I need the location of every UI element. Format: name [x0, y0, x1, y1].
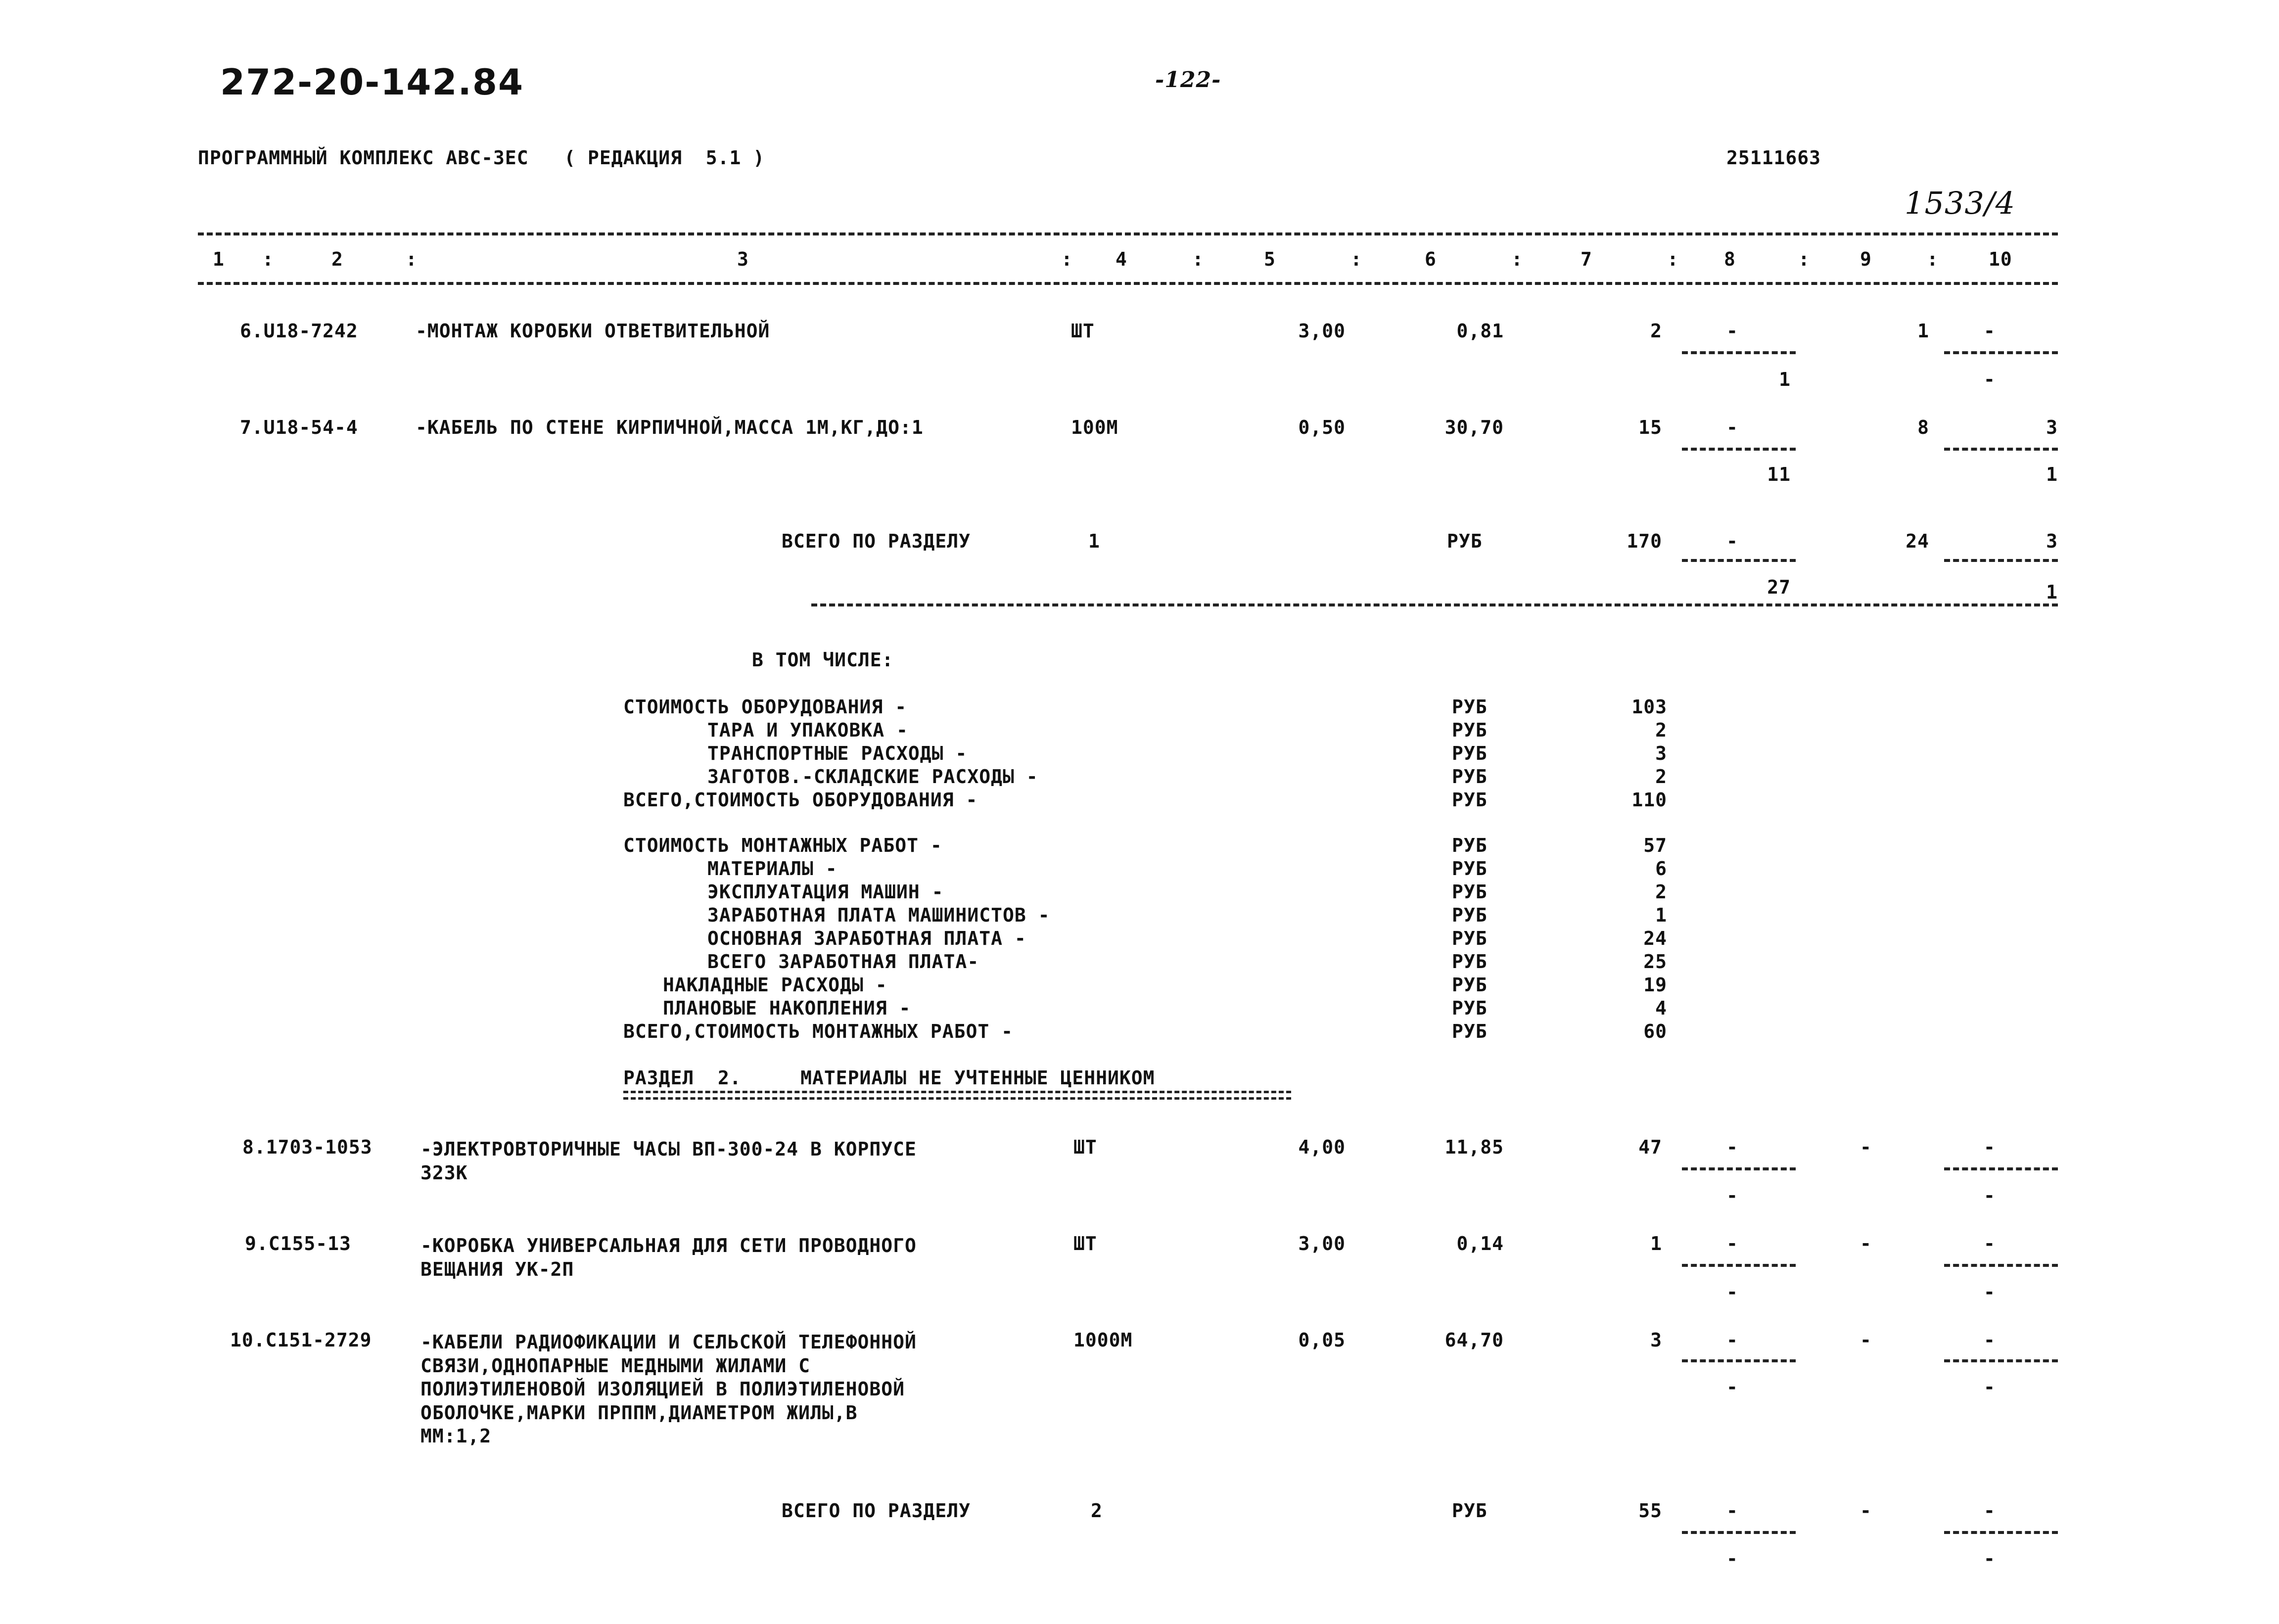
column-separator: :: [1798, 248, 1810, 270]
breakdown-unit: РУБ: [1452, 881, 1488, 903]
including-title: В ТОМ ЧИСЛЕ:: [752, 649, 894, 671]
header-top-rule: [198, 232, 2058, 235]
breakdown-label: ВСЕГО,СТОИМОСТЬ МОНТАЖНЫХ РАБОТ -: [623, 1021, 1013, 1042]
fraction-rule: [1682, 1167, 1796, 1170]
header-bottom-rule: [198, 282, 2058, 285]
breakdown-label: ЭКСПЛУАТАЦИЯ МАШИН -: [707, 881, 944, 903]
breakdown-value: 57: [1643, 835, 1667, 856]
column-number: 1: [213, 248, 225, 270]
fraction-rule: [1944, 1264, 2058, 1267]
item-unit: ШТ: [1073, 1136, 1097, 1158]
col8-bottom: -: [1726, 1376, 1738, 1398]
breakdown-unit: РУБ: [1452, 858, 1488, 880]
col10-bottom: -: [1984, 1548, 1996, 1570]
fraction-rule: [1682, 1264, 1796, 1267]
col10-top: -: [1984, 1233, 1996, 1254]
column-number: 5: [1264, 248, 1276, 270]
column-number: 7: [1581, 248, 1592, 270]
fraction-rule: [1944, 559, 2058, 562]
document-code: 272-20-142.84: [220, 61, 524, 103]
col8-bottom: 27: [1767, 576, 1791, 598]
breakdown-unit: РУБ: [1452, 974, 1488, 996]
item-name: -КАБЕЛИ РАДИОФИКАЦИИ И СЕЛЬСКОЙ ТЕЛЕФОННОЙ СВЯЗИ,ОДНОПАРНЫЕ МЕДНЫМИ ЖИЛАМИ С ПОЛИЭТИЛЕНОВОЙ ИЗОЛЯЦИЕЙ В ПОЛИЭТИЛЕНОВОЙ ОБОЛОЧКЕ,МАРКИ ПРППМ,ДИАМЕТРОМ ЖИЛЫ,В ММ:1,2: [420, 1331, 917, 1447]
breakdown-label: ПЛАНОВЫЕ НАКОПЛЕНИЯ -: [663, 997, 911, 1019]
fraction-rule: [1682, 559, 1796, 562]
breakdown-unit: РУБ: [1452, 766, 1488, 788]
breakdown-unit: РУБ: [1452, 928, 1488, 949]
breakdown-value: 2: [1655, 766, 1667, 788]
col10-bottom: -: [1984, 1185, 1996, 1206]
item-total: 3: [1650, 1329, 1662, 1351]
breakdown-unit: РУБ: [1452, 696, 1488, 718]
section-title-underline: [623, 1091, 1291, 1100]
col9-value: 24: [1906, 530, 1929, 552]
breakdown-label: ТАРА И УПАКОВКА -: [707, 719, 908, 741]
breakdown-value: 2: [1655, 719, 1667, 741]
item-code: 8.1703-1053: [242, 1136, 372, 1158]
breakdown-unit: РУБ: [1452, 951, 1488, 973]
col9-value: -: [1860, 1329, 1872, 1351]
breakdown-label: СТОИМОСТЬ ОБОРУДОВАНИЯ -: [623, 696, 907, 718]
item-name: -КАБЕЛЬ ПО СТЕНЕ КИРПИЧНОЙ,МАССА 1М,КГ,ДО:1: [416, 417, 924, 438]
item-price: 0,14: [1456, 1233, 1504, 1254]
col10-bottom: 1: [2046, 581, 2058, 603]
col8-bottom: -: [1726, 1281, 1738, 1303]
section-total-value: 55: [1638, 1500, 1662, 1522]
breakdown-label: ЗАРАБОТНАЯ ПЛАТА МАШИНИСТОВ -: [707, 904, 1050, 926]
section-title: РАЗДЕЛ 2. МАТЕРИАЛЫ НЕ УЧТЕННЫЕ ЦЕННИКОМ: [623, 1067, 1155, 1089]
item-unit: 1000М: [1073, 1329, 1133, 1351]
breakdown-value: 19: [1643, 974, 1667, 996]
breakdown-value: 25: [1643, 951, 1667, 973]
col10-top: -: [1984, 1329, 1996, 1351]
col8-bottom: -: [1726, 1185, 1738, 1206]
document-number: 25111663: [1726, 147, 1821, 169]
item-total: 47: [1638, 1136, 1662, 1158]
item-total: 2: [1650, 320, 1662, 342]
col9-value: -: [1860, 1136, 1872, 1158]
col8-top: -: [1726, 1136, 1738, 1158]
handwritten-mark: 1533/4: [1905, 185, 2016, 221]
breakdown-value: 6: [1655, 858, 1667, 880]
fraction-rule: [1944, 351, 2058, 354]
col10-bottom: -: [1984, 1376, 1996, 1398]
col8-bottom: -: [1726, 1548, 1738, 1570]
page-number: -122-: [1155, 67, 1221, 93]
fraction-rule: [1944, 1359, 2058, 1362]
breakdown-value: 2: [1655, 881, 1667, 903]
item-price: 0,81: [1456, 320, 1504, 342]
fraction-rule: [1682, 351, 1796, 354]
column-separator: :: [262, 248, 274, 270]
col10-bottom: -: [1984, 1281, 1996, 1303]
item-price: 64,70: [1444, 1329, 1504, 1351]
column-separator: :: [1061, 248, 1073, 270]
column-number: 10: [1989, 248, 2012, 270]
item-code: 10.C151-2729: [230, 1329, 372, 1351]
col8-top: -: [1726, 320, 1738, 342]
column-separator: :: [1192, 248, 1204, 270]
col8-top: -: [1726, 417, 1738, 438]
column-separator: :: [1667, 248, 1679, 270]
fraction-rule: [1944, 448, 2058, 451]
item-unit: 100М: [1071, 417, 1118, 438]
breakdown-value: 103: [1631, 696, 1667, 718]
col8-bottom: 11: [1767, 464, 1791, 485]
column-number: 2: [331, 248, 343, 270]
col10-top: -: [1984, 320, 1996, 342]
section-total-label: ВСЕГО ПО РАЗДЕЛУ: [782, 1500, 971, 1522]
item-quantity: 0,50: [1298, 417, 1346, 438]
fraction-rule: [1682, 1359, 1796, 1362]
column-number: 9: [1860, 248, 1872, 270]
item-code: 6.U18-7242: [240, 320, 358, 342]
item-quantity: 3,00: [1298, 1233, 1346, 1254]
column-separator: :: [1927, 248, 1939, 270]
currency-unit: РУБ: [1452, 1500, 1488, 1522]
fraction-rule: [1682, 448, 1796, 451]
section-total-value: 170: [1627, 530, 1662, 552]
col8-top: -: [1726, 1500, 1738, 1522]
col8-bottom: 1: [1779, 369, 1791, 390]
breakdown-unit: РУБ: [1452, 742, 1488, 764]
item-name: -МОНТАЖ КОРОБКИ ОТВЕТВИТЕЛЬНОЙ: [416, 320, 770, 342]
breakdown-unit: РУБ: [1452, 1021, 1488, 1042]
breakdown-value: 3: [1655, 742, 1667, 764]
section-rule: [811, 603, 2058, 606]
item-unit: ШТ: [1071, 320, 1095, 342]
section-number: 2: [1091, 1500, 1103, 1522]
breakdown-unit: РУБ: [1452, 997, 1488, 1019]
col8-top: -: [1726, 530, 1738, 552]
col9-value: -: [1860, 1500, 1872, 1522]
breakdown-unit: РУБ: [1452, 904, 1488, 926]
breakdown-label: ТРАНСПОРТНЫЕ РАСХОДЫ -: [707, 742, 968, 764]
item-quantity: 4,00: [1298, 1136, 1346, 1158]
item-total: 15: [1638, 417, 1662, 438]
item-price: 30,70: [1444, 417, 1504, 438]
breakdown-label: ЗАГОТОВ.-СКЛАДСКИЕ РАСХОДЫ -: [707, 766, 1038, 788]
breakdown-label: СТОИМОСТЬ МОНТАЖНЫХ РАБОТ -: [623, 835, 942, 856]
fraction-rule: [1682, 1531, 1796, 1534]
column-separator: :: [406, 248, 418, 270]
col10-top: -: [1984, 1136, 1996, 1158]
breakdown-label: ВСЕГО ЗАРАБОТНАЯ ПЛАТА-: [707, 951, 979, 973]
col10-top: 3: [2046, 530, 2058, 552]
breakdown-value: 4: [1655, 997, 1667, 1019]
col10-top: -: [1984, 1500, 1996, 1522]
section-number: 1: [1088, 530, 1100, 552]
breakdown-value: 110: [1631, 789, 1667, 811]
breakdown-unit: РУБ: [1452, 789, 1488, 811]
col9-value: 1: [1917, 320, 1929, 342]
col8-top: -: [1726, 1233, 1738, 1254]
item-code: 7.U18-54-4: [240, 417, 358, 438]
col10-bottom: -: [1984, 369, 1996, 390]
breakdown-value: 24: [1643, 928, 1667, 949]
item-total: 1: [1650, 1233, 1662, 1254]
column-number: 4: [1116, 248, 1127, 270]
item-unit: ШТ: [1073, 1233, 1097, 1254]
currency-unit: РУБ: [1447, 530, 1483, 552]
column-number: 3: [737, 248, 749, 270]
breakdown-value: 1: [1655, 904, 1667, 926]
column-separator: :: [1511, 248, 1523, 270]
col10-bottom: 1: [2046, 464, 2058, 485]
breakdown-unit: РУБ: [1452, 719, 1488, 741]
item-code: 9.C155-13: [245, 1233, 351, 1254]
section-total-label: ВСЕГО ПО РАЗДЕЛУ: [782, 530, 971, 552]
col9-value: 8: [1917, 417, 1929, 438]
breakdown-value: 60: [1643, 1021, 1667, 1042]
breakdown-label: МАТЕРИАЛЫ -: [707, 858, 837, 880]
col8-top: -: [1726, 1329, 1738, 1351]
column-number: 8: [1724, 248, 1736, 270]
breakdown-label: ОСНОВНАЯ ЗАРАБОТНАЯ ПЛАТА -: [707, 928, 1026, 949]
breakdown-label: ВСЕГО,СТОИМОСТЬ ОБОРУДОВАНИЯ -: [623, 789, 978, 811]
column-separator: :: [1350, 248, 1362, 270]
col9-value: -: [1860, 1233, 1872, 1254]
item-name: -КОРОБКА УНИВЕРСАЛЬНАЯ ДЛЯ СЕТИ ПРОВОДНОГО ВЕЩАНИЯ УК-2П: [420, 1235, 917, 1280]
column-number: 6: [1425, 248, 1437, 270]
item-name: -ЭЛЕКТРОВТОРИЧНЫЕ ЧАСЫ ВП-300-24 В КОРПУСЕ 323К: [420, 1138, 917, 1184]
item-price: 11,85: [1444, 1136, 1504, 1158]
program-title: ПРОГРАММНЫЙ КОМПЛЕКС АВС-3ЕС ( РЕДАКЦИЯ 5.1 ): [198, 147, 765, 169]
fraction-rule: [1944, 1167, 2058, 1170]
item-quantity: 0,05: [1298, 1329, 1346, 1351]
breakdown-label: НАКЛАДНЫЕ РАСХОДЫ -: [663, 974, 887, 996]
item-quantity: 3,00: [1298, 320, 1346, 342]
fraction-rule: [1944, 1531, 2058, 1534]
breakdown-unit: РУБ: [1452, 835, 1488, 856]
col10-top: 3: [2046, 417, 2058, 438]
